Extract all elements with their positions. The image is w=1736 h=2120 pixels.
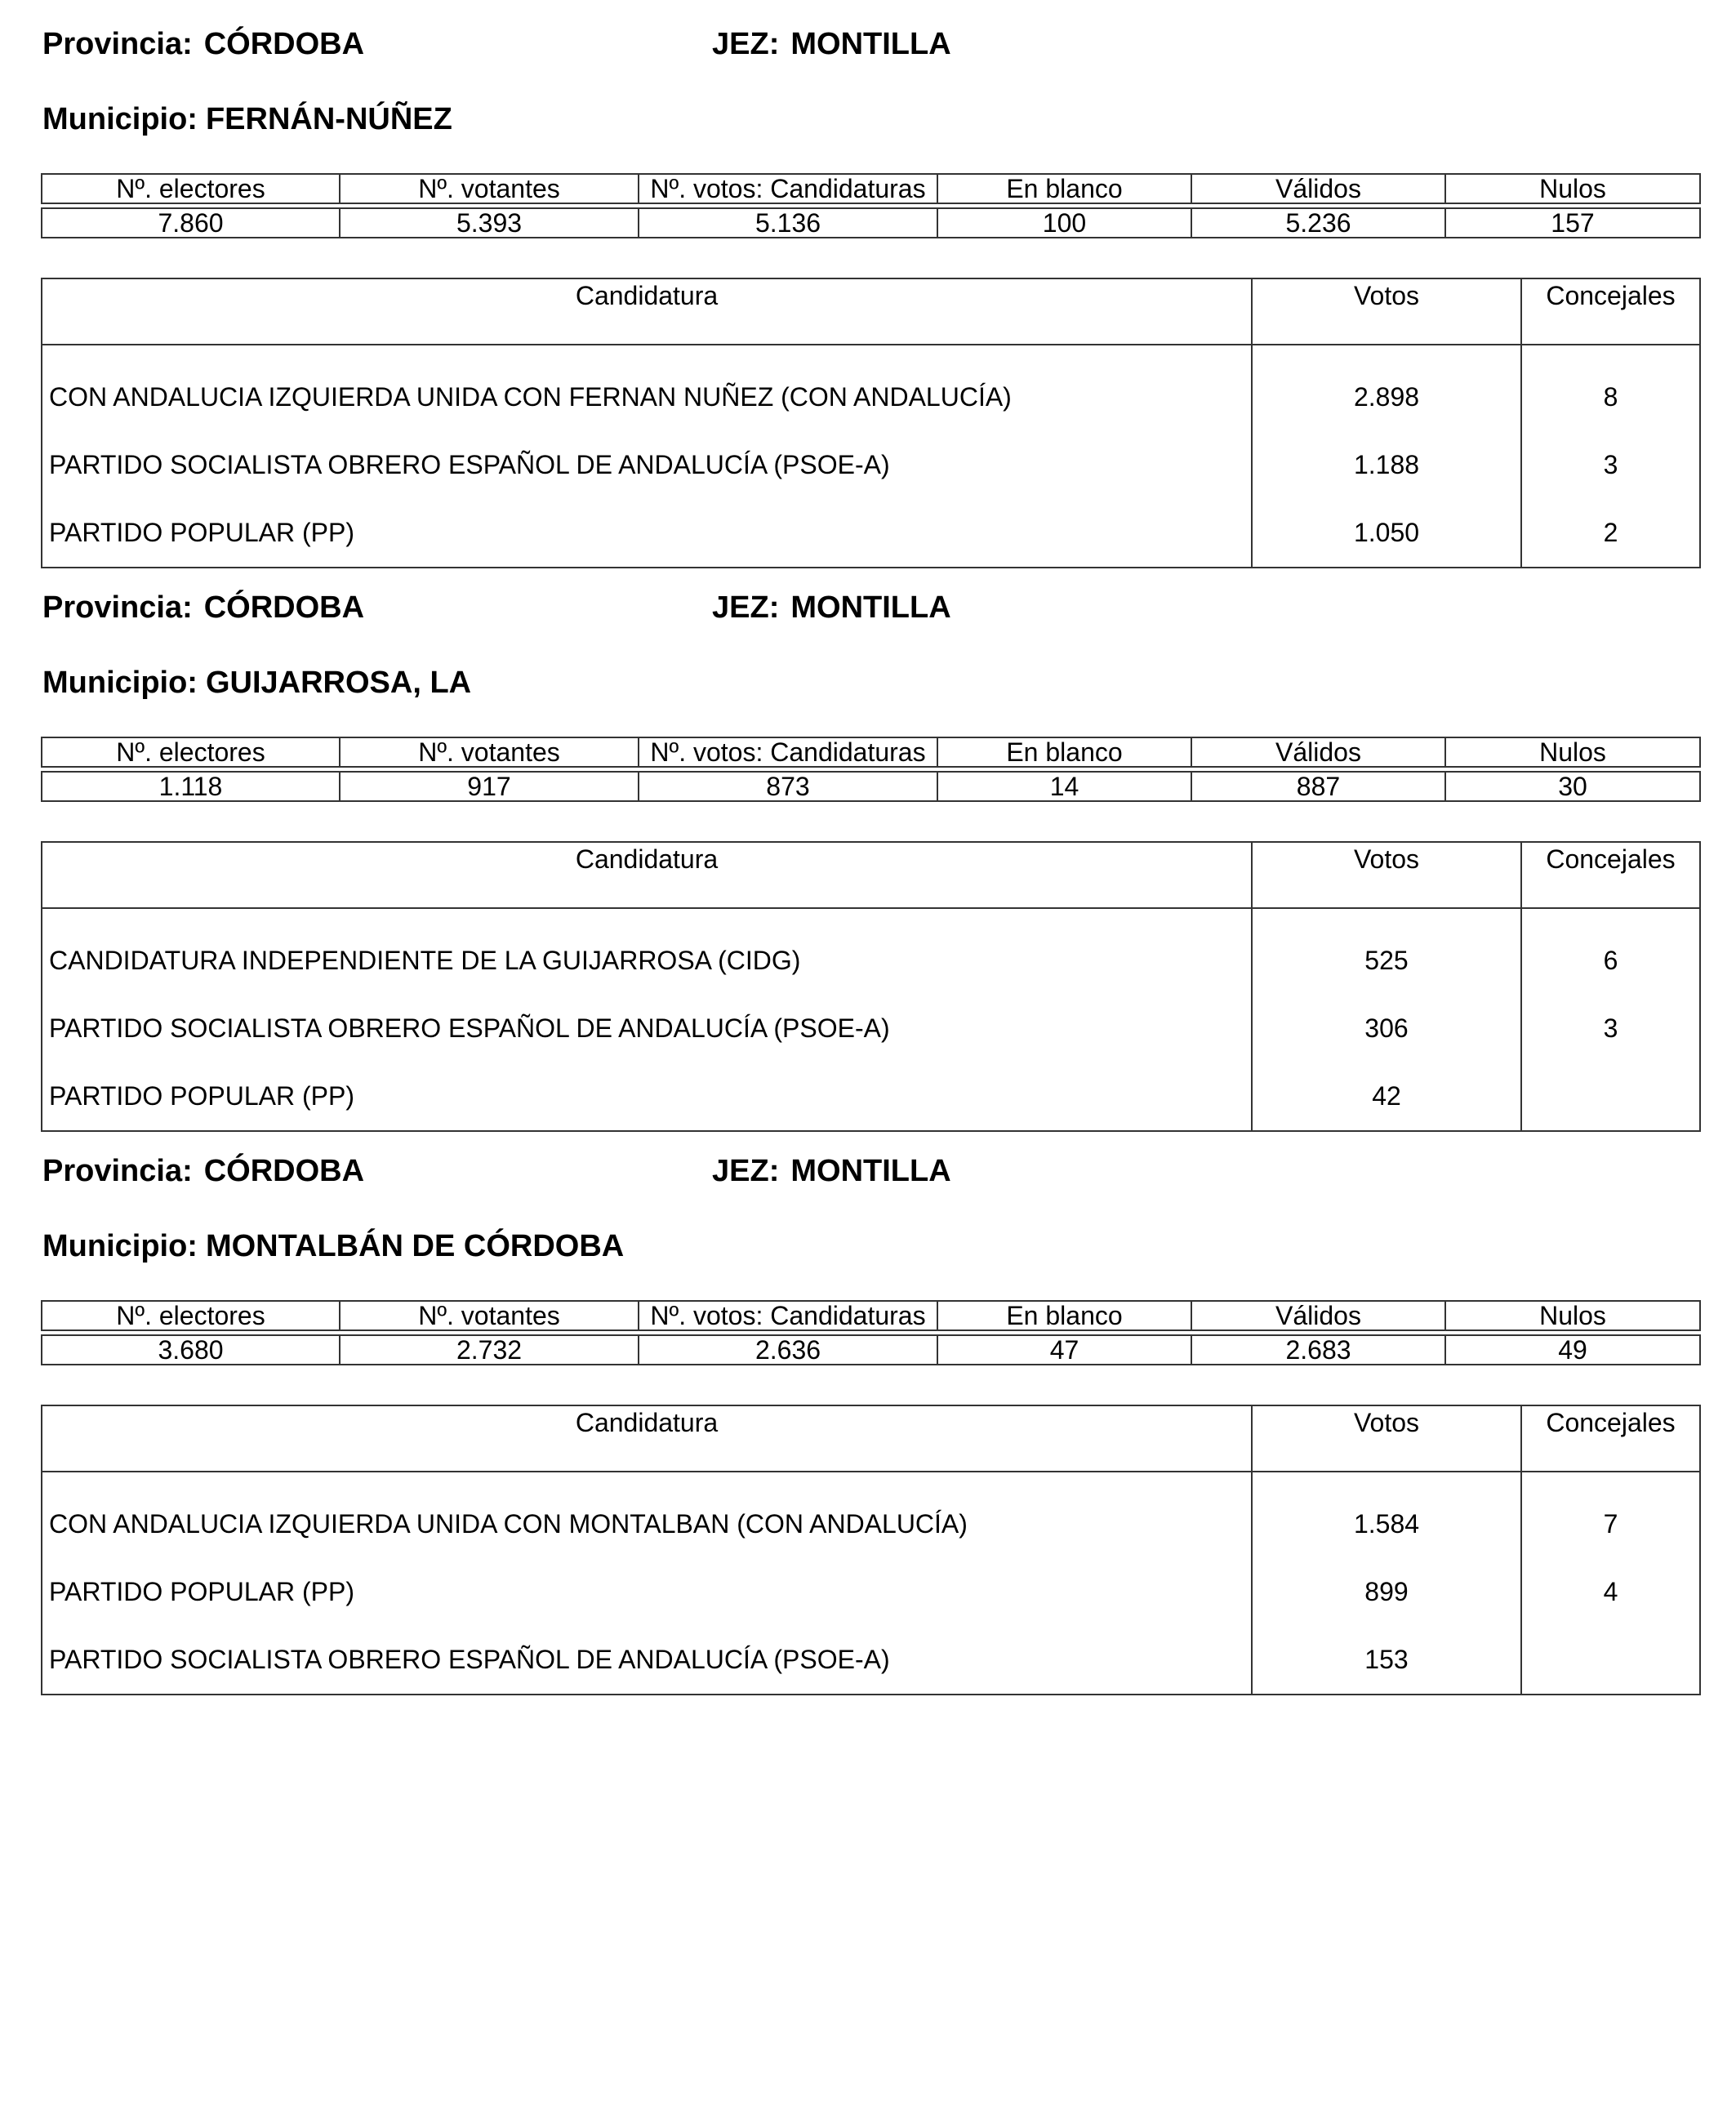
stats-header-cell: Nº. votos: Candidaturas: [639, 737, 937, 767]
stats-table: [41, 173, 1701, 238]
candidatura-name: PARTIDO SOCIALISTA OBRERO ESPAÑOL DE ANDALUCÍA (PSOE-A): [42, 431, 1252, 499]
stats-header-cell: Válidos: [1191, 174, 1445, 203]
results-header-cell: Votos: [1252, 1405, 1521, 1472]
candidatura-votos: 1.584: [1252, 1472, 1521, 1558]
stats-header-cell: Nº. electores: [42, 174, 340, 203]
stats-value-cell: 5.393: [340, 208, 639, 238]
provincia-value: CÓRDOBA: [203, 590, 365, 625]
table-row: [42, 431, 1700, 499]
candidatura-concejales: 6: [1603, 946, 1618, 975]
jez-label: JEZ:: [712, 27, 780, 61]
stats-value-cell: 100: [937, 208, 1191, 238]
candidatura-concejales: 4: [1603, 1577, 1618, 1606]
candidatura-name: CON ANDALUCIA IZQUIERDA UNIDA CON MONTALBAN (CON ANDALUCÍA): [42, 1472, 1252, 1558]
stats-value-cell: 1.118: [42, 772, 340, 801]
stats-value-cell: 2.636: [639, 1335, 937, 1365]
stats-value-cell: 2.683: [1191, 1335, 1445, 1365]
provincia-value: CÓRDOBA: [203, 1154, 365, 1188]
municipio-section: [41, 563, 1699, 1111]
municipio-section: [41, 0, 1699, 547]
candidatura-name: PARTIDO POPULAR (PP): [42, 1062, 1252, 1131]
table-row: [42, 345, 1700, 431]
municipio-line: [42, 665, 471, 701]
stats-header-cell: Nulos: [1445, 174, 1700, 203]
candidatura-name: CON ANDALUCIA IZQUIERDA UNIDA CON FERNAN NUÑEZ (CON ANDALUCÍA): [42, 345, 1252, 431]
results-table: [41, 1405, 1701, 1695]
results-header-cell: Candidatura: [42, 1405, 1252, 1472]
jez-label: JEZ:: [712, 590, 780, 625]
results-header-cell: Concejales: [1521, 1405, 1700, 1472]
municipio-section: [41, 1127, 1699, 1674]
stats-value-cell: 887: [1191, 772, 1445, 801]
provincia-line: [42, 590, 364, 626]
stats-header-cell: Nº. electores: [42, 737, 340, 767]
jez-label: JEZ:: [712, 1154, 780, 1188]
candidatura-votos: 899: [1252, 1558, 1521, 1626]
results-header-cell: Candidatura: [42, 278, 1252, 345]
stats-header-cell: Nº. votantes: [340, 174, 639, 203]
stats-value-row: [42, 1335, 1700, 1365]
table-row: [42, 1558, 1700, 1626]
stats-value-cell: 30: [1445, 772, 1700, 801]
table-row: [42, 995, 1700, 1062]
provincia-label: Provincia:: [42, 590, 193, 625]
stats-value-cell: 49: [1445, 1335, 1700, 1365]
table-row: [42, 499, 1700, 568]
candidatura-votos: 525: [1252, 908, 1521, 995]
stats-value-cell: 917: [340, 772, 639, 801]
results-header-cell: Concejales: [1521, 842, 1700, 908]
provincia-label: Provincia:: [42, 1154, 193, 1188]
jez-value: MONTILLA: [790, 1154, 951, 1188]
stats-value-cell: 5.136: [639, 208, 937, 238]
stats-header-cell: Nº. votos: Candidaturas: [639, 174, 937, 203]
table-row: [42, 1626, 1700, 1695]
stats-header-cell: Nulos: [1445, 1301, 1700, 1330]
stats-header-cell: Nº. votantes: [340, 1301, 639, 1330]
jez-line: [712, 590, 951, 626]
stats-value-row: [42, 772, 1700, 801]
results-header-row: [42, 842, 1700, 908]
candidatura-votos: 2.898: [1252, 345, 1521, 431]
stats-value-cell: 873: [639, 772, 937, 801]
candidatura-votos: 1.188: [1252, 431, 1521, 499]
stats-table: [41, 737, 1701, 802]
stats-value-cell: 14: [937, 772, 1191, 801]
municipio-label: Municipio:: [42, 1229, 198, 1263]
candidatura-concejales: 3: [1603, 450, 1618, 479]
stats-header-cell: Válidos: [1191, 1301, 1445, 1330]
candidatura-votos: 42: [1252, 1062, 1521, 1131]
municipio-line: [42, 1228, 624, 1264]
table-row: [42, 1062, 1700, 1131]
municipio-value: MONTALBÁN DE CÓRDOBA: [205, 1229, 625, 1263]
candidatura-name: PARTIDO POPULAR (PP): [42, 499, 1252, 568]
provincia-label: Provincia:: [42, 27, 193, 61]
stats-header-cell: Nº. electores: [42, 1301, 340, 1330]
results-header-cell: Concejales: [1521, 278, 1700, 345]
stats-value-row: [42, 208, 1700, 238]
candidatura-concejales: 2: [1603, 518, 1618, 547]
candidatura-concejales: 3: [1603, 1013, 1618, 1043]
stats-value-cell: 157: [1445, 208, 1700, 238]
results-header-cell: Votos: [1252, 842, 1521, 908]
candidatura-concejales: 8: [1603, 382, 1618, 412]
stats-value-cell: 5.236: [1191, 208, 1445, 238]
candidatura-votos: 306: [1252, 995, 1521, 1062]
candidatura-concejales: 7: [1603, 1509, 1618, 1539]
municipio-value: FERNÁN-NÚÑEZ: [205, 102, 452, 136]
results-header-row: [42, 278, 1700, 345]
stats-header-cell: Nº. votantes: [340, 737, 639, 767]
candidatura-votos: 1.050: [1252, 499, 1521, 568]
stats-value-cell: 2.732: [340, 1335, 639, 1365]
candidatura-concejales: [1521, 1062, 1700, 1131]
stats-header-row: [42, 174, 1700, 203]
stats-header-cell: Nulos: [1445, 737, 1700, 767]
stats-header-cell: En blanco: [937, 174, 1191, 203]
stats-header-cell: Válidos: [1191, 737, 1445, 767]
provincia-value: CÓRDOBA: [203, 27, 365, 61]
candidatura-concejales: [1521, 1626, 1700, 1695]
stats-table: [41, 1300, 1701, 1365]
municipio-label: Municipio:: [42, 666, 198, 700]
stats-header-row: [42, 737, 1700, 767]
jez-line: [712, 26, 951, 62]
municipio-line: [42, 101, 452, 137]
stats-header-cell: En blanco: [937, 737, 1191, 767]
table-row: [42, 1472, 1700, 1558]
results-header-cell: Votos: [1252, 278, 1521, 345]
jez-line: [712, 1153, 951, 1189]
candidatura-name: PARTIDO SOCIALISTA OBRERO ESPAÑOL DE ANDALUCÍA (PSOE-A): [42, 1626, 1252, 1695]
results-header-row: [42, 1405, 1700, 1472]
candidatura-name: PARTIDO POPULAR (PP): [42, 1558, 1252, 1626]
provincia-line: [42, 1153, 364, 1189]
municipio-label: Municipio:: [42, 102, 198, 136]
candidatura-name: CANDIDATURA INDEPENDIENTE DE LA GUIJARROSA (CIDG): [42, 908, 1252, 995]
jez-value: MONTILLA: [790, 27, 951, 61]
table-row: [42, 908, 1700, 995]
stats-value-cell: 7.860: [42, 208, 340, 238]
candidatura-votos: 153: [1252, 1626, 1521, 1695]
municipio-value: GUIJARROSA, LA: [205, 666, 472, 700]
stats-header-row: [42, 1301, 1700, 1330]
stats-value-cell: 3.680: [42, 1335, 340, 1365]
results-table: [41, 841, 1701, 1132]
results-table: [41, 278, 1701, 568]
candidatura-name: PARTIDO SOCIALISTA OBRERO ESPAÑOL DE ANDALUCÍA (PSOE-A): [42, 995, 1252, 1062]
stats-value-cell: 47: [937, 1335, 1191, 1365]
results-header-cell: Candidatura: [42, 842, 1252, 908]
provincia-line: [42, 26, 364, 62]
jez-value: MONTILLA: [790, 590, 951, 625]
stats-header-cell: En blanco: [937, 1301, 1191, 1330]
stats-header-cell: Nº. votos: Candidaturas: [639, 1301, 937, 1330]
